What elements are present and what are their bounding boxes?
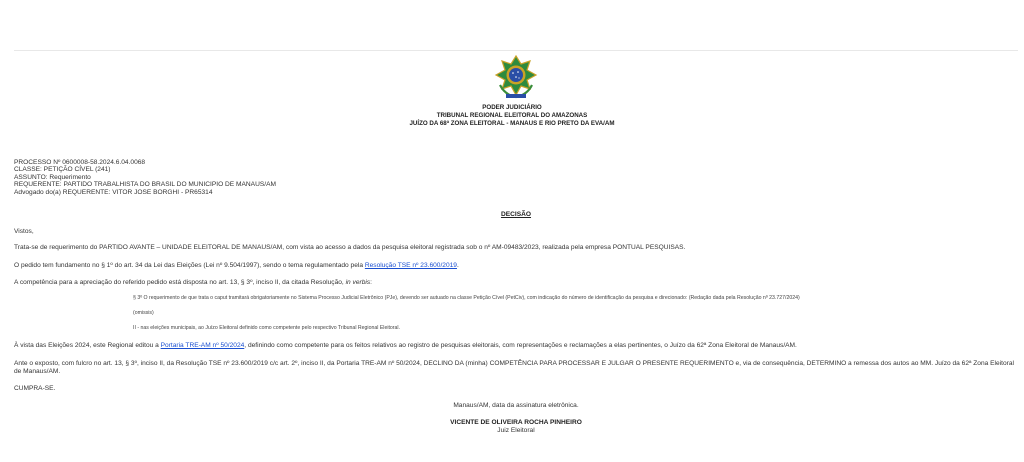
signature-block [0,419,1024,435]
quote-paragraph-3: § 3º O requerimento de que trata o caput tramitará obrigatoriamente no Sistema Processo Judicial Eletrônico (PJe), devendo ser autuado na classe Petição Cível (PetCiv), com indicação do número de identificação da pesquisa e direcionado: (Redação dada pela Resolução nº 23.727/2024) [133,295,800,301]
paragraph-2 [14,262,459,270]
signature-place-date: Manaus/AM, data da assinatura eletrônica. [453,402,579,409]
signature-name: VICENTE DE OLIVEIRA ROCHA PINHEIRO [450,419,582,426]
portaria-tre-am-link[interactable]: Portaria TRE-AM nº 50/2024 [160,342,245,349]
paragraph-2-end: . [456,262,459,269]
document-header [0,104,1024,128]
decision-title: DECISÃO [500,211,532,218]
header-tribunal: TRIBUNAL REGIONAL ELEITORAL DO AMAZONAS [436,112,588,119]
meta-assunto: ASSUNTO: Requerimento [14,173,91,181]
paragraph-1: Trata-se de requerimento do PARTIDO AVANTE – UNIDADE ELEITORAL DE MANAUS/AM, com vista ao acesso a dados da pesquisa eleitoral registrada sob o nº AM-09483/2023, realizada pela empresa PONTUAL PESQUISAS. [14,244,686,251]
signature-role: Juiz Eleitoral [497,427,535,434]
paragraph-4-end: , definindo como competente para os feitos relativos ao registro de pesquisas eleitorais, com representações e reclamações a elas pertinentes, o Juízo da 62ª Zona Eleitoral de Manaus/AM. [244,342,797,349]
paragraph-3 [14,279,372,287]
paragraph-3-text: A competência para a apreciação do referido pedido está disposta no art. 13, § 3º, inciso II, da citada Resolução, [14,279,346,286]
paragraph-4 [14,342,797,350]
page-top-divider [14,50,1018,51]
quote-omissis: (omissis) [133,310,154,316]
meta-classe: CLASSE: PETIÇÃO CÍVEL (241) [14,166,111,174]
meta-processo: PROCESSO Nº 0600008-58.2024.6.04.0068 [14,159,146,166]
paragraph-3-italic: in verbis [345,279,371,286]
brasao-republica-icon [494,55,538,101]
meta-advogado: Advogado do(a) REQUERENTE: VITOR JOSE BORGHI - PR65314 [14,188,213,196]
process-metadata [14,159,276,196]
paragraph-4-text: À vista das Eleições 2024, este Regional editou a [14,342,161,349]
paragraph-3-end: : [370,279,372,286]
paragraph-5: Ante o exposto, com fulcro no art. 13, § 3º, inciso II, da Resolução TSE nº 23.600/2019 c/c art. 2º, inciso II, da Portaria TRE-AM nº 50/2024, DECLINO DA (minha) COMPETÊNCIA PARA PROCESSAR E JULGAR O PRESENTE REQUERIMENTO e, via de consequência, DETERMINO a remessa dos autos ao MM. Juízo da 62ª Zona Eleitoral de Manaus/AM. [14,360,1014,375]
meta-requerente: REQUERENTE: PARTIDO TRABALHISTA DO BRASIL DO MUNICIPIO DE MANAUS/AM [14,181,276,189]
quote-inciso-ii: II - nas eleições municipais, ao Juízo Eleitoral definido como competente pelo respectivo Tribunal Regional Eleitoral. [133,325,401,331]
paragraph-vistos: Vistos, [14,228,34,235]
paragraph-2-text: O pedido tem fundamento no § 1º do art. 34 da Lei das Eleições (Lei nº 9.504/1997), sendo o tema regulamentado pela [14,262,365,269]
header-poder-judiciario: PODER JUDICIÁRIO [482,104,542,111]
header-juizo: JUÍZO DA 68ª ZONA ELEITORAL - MANAUS E RIO PRETO DA EVA/AM [409,120,615,127]
paragraph-cumpra-se: CUMPRA-SE. [14,385,56,392]
resolucao-tse-link[interactable]: Resolução TSE nº 23.600/2019 [364,262,457,269]
